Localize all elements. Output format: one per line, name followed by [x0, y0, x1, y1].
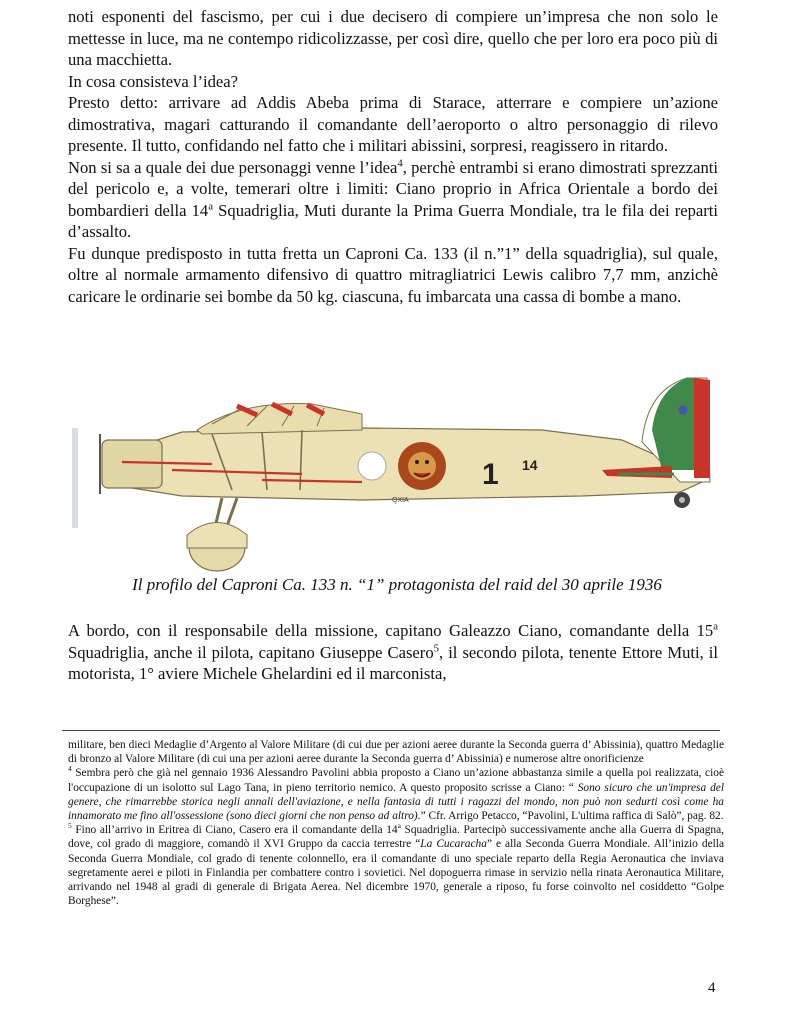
text-run: Sembra però che già nel gennaio 1936 Alessandro Pavolini abbia proposto a Ciano un’azione abbastanza simile a quella poi realizzata, cioè l'occupazione di un isolotto sul Lago Tana, in pieno territorio nemico. A questo proposito scrisse a Ciano: “ [68, 767, 724, 794]
text-run: Fino all’arrivo in Eritrea di Ciano, Casero era il comandante della 14 [71, 824, 398, 837]
footnote-number: 5 [68, 821, 72, 831]
lion-emblem [398, 442, 446, 490]
ordinal-superscript: a [397, 821, 401, 831]
aircraft-profile-figure [62, 370, 732, 575]
body-text-continued [68, 620, 718, 685]
page-number: 4 [708, 980, 716, 996]
footnote-number: 4 [68, 764, 72, 774]
squadron-number: 14 [522, 457, 538, 473]
body-text [68, 6, 718, 307]
footnote-separator [62, 730, 720, 731]
caproni-profile-illustration [62, 370, 732, 575]
ordinal-superscript: a [208, 199, 214, 212]
text-run: Non si sa a quale dei due personaggi venne l’idea [68, 157, 398, 177]
paragraph: noti esponenti del fascismo, per cui i due decisero di compiere un’impresa che non solo le mettesse in luce, ma ne contempo ridicolizzasse, per così dire, quello che per loro era poco più di una macchietta. [68, 7, 718, 69]
footnote-5 [68, 823, 724, 908]
text-run: Squadriglia, anche il pilota, capitano Giuseppe Casero [68, 642, 434, 662]
paragraph [68, 157, 718, 243]
text-run: ” e alla Seconda Guerra Mondiale. All’inizio della Seconda Guerra Mondiale, col grado di tenente colonnello, era il comandante di uno speciale reparto della Regia Aeronautica che inviava segretamente aerei e piloti in Finlandia per combattere contro i sovietici. Nel dopoguerra rimase in servizio nella rinata Aeronautica Militare, arrivando nel 1948 al gradi di generale di Brigata Aerea. Nel dicembre 1970, generale a riposo, fu forse coinvolto nel cosiddetto “Golpe Borghese”. [68, 838, 725, 908]
quote-text: Sono sicuro che un'impresa del genere, che rimarrebbe storica negli annali dell'aviazione, e nella fantasia di tutti i ragazzi del mondo, non può non sedurti così come ha innamorato me fino all'ossessione (sono dieci giorni che non penso ad altro). [68, 781, 724, 823]
text-run: , perchè entrambi si erano dimostrati sprezzanti del pericolo e, a volte, temerari oltre i limiti: Ciano proprio in Africa Orientale a bordo dei bombardieri della 14 [68, 157, 718, 220]
footnote-4 [68, 766, 724, 823]
footnotes [68, 738, 724, 908]
footnote-ref[interactable]: 4 [397, 156, 403, 169]
aircraft-number: 1 [482, 458, 499, 491]
paragraph: Fu dunque predisposto in tutta fretta un Caproni Ca. 133 (il n.”1” della squadriglia), sul quale, oltre al normale armamento difensivo di quattro mitragliatrici Lewis calibro 7,7 mm, anzichè caricare le ordinarie sei bombe da 50 kg. ciascuna, fu imbarcata una cassa di bombe a mano. [68, 243, 718, 306]
footnote-continuation: militare, ben dieci Medaglie d’Argento al Valore Militare (di cui due per azioni aeree durante la Seconda guerra d’ Abissinia), quattro Medaglie di bronzo al Valore Militare (di cui una per azioni aeree durante la Seconda guerra d’ Abissinia) e numerose altre onorificienze [68, 739, 724, 766]
italic-title: La Cucaracha [420, 838, 487, 851]
nose-marking: QXIA [392, 497, 409, 504]
footnote-ref[interactable]: 5 [433, 641, 440, 654]
text-run: ” Cfr. Arrigo Petacco, “Pavolini, L'ultima raffica di Salò”, pag. 82. [420, 810, 724, 823]
landing-gear [187, 498, 247, 571]
text-run: Squadriglia, Muti durante la Prima Guerra Mondiale, tra le fila dei reparti d’assalto. [68, 200, 718, 241]
ordinal-superscript: a [713, 620, 718, 633]
text-run: Squadriglia. Partecipò successivamente anche alla Guerra di Spagna, dove, col grado di maggiore, comandò il XVI Gruppo da caccia terrestre “ [68, 824, 724, 851]
text-run: , il secondo pilota, tenente Ettore Muti, il motorista, 1° aviere Michele Ghelardini ed il marconista, [68, 642, 718, 683]
paragraph: Presto detto: arrivare ad Addis Abeba prima di Starace, atterrare e compiere un’azione dimostrativa, magari catturando il comandante dell’aeroporto o altro personaggio di rilevo presente. Il tutto, confidando nel fatto che i militari abissini, sorpresi, reagissero in ritardo. [68, 93, 718, 155]
figure-caption: Il profilo del Caproni Ca. 133 n. “1” protagonista del raid del 30 aprile 1936 [132, 575, 662, 594]
paragraph: In cosa consisteva l’idea? [68, 71, 239, 91]
paragraph [68, 620, 718, 685]
text-run: A bordo, con il responsabile della missione, capitano Galeazzo Ciano, comandante della 15 [68, 621, 714, 640]
